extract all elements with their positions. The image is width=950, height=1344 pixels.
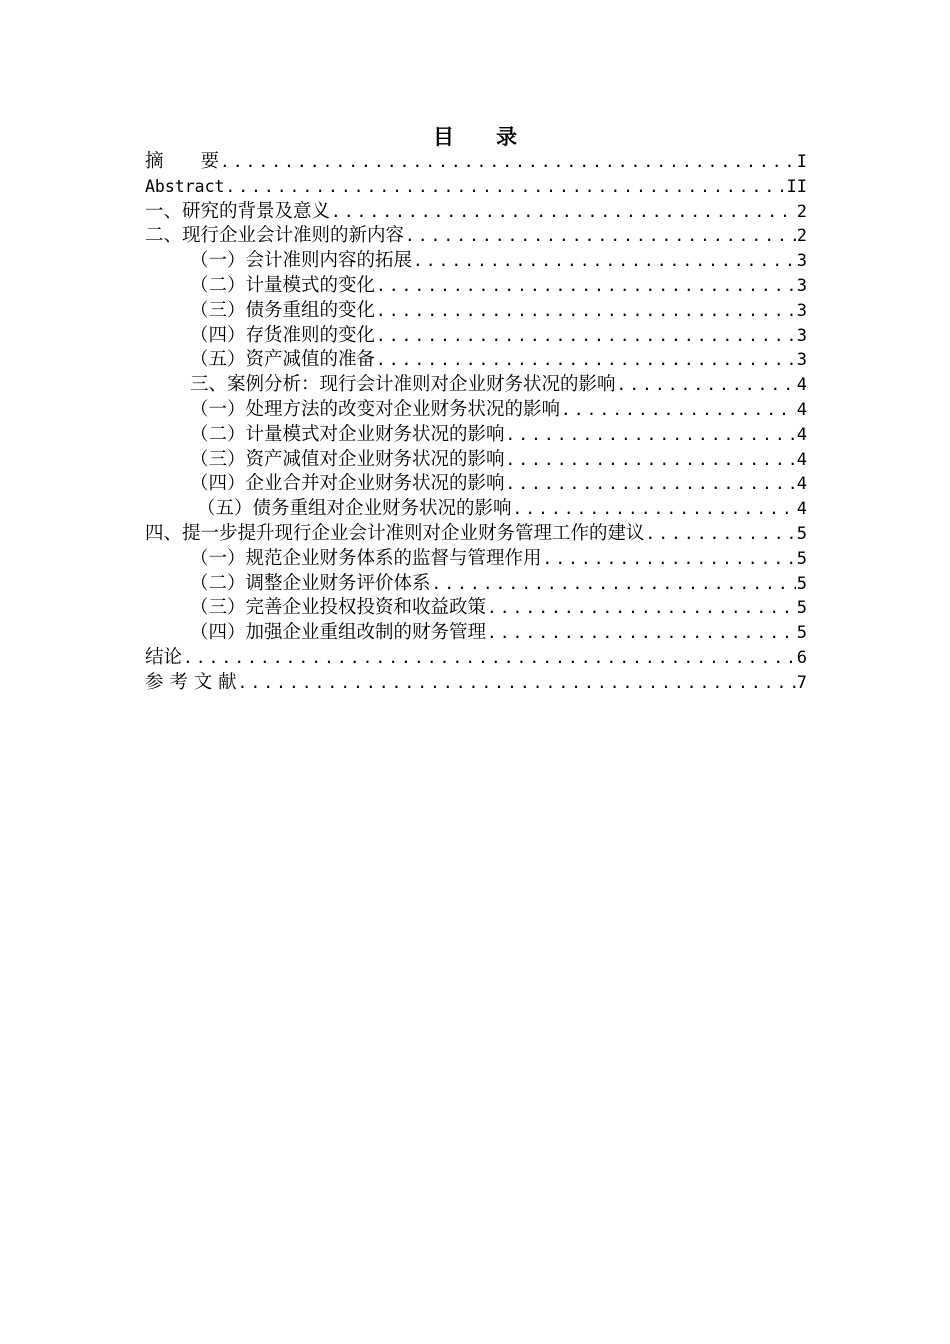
toc-entry-page-number: 3 bbox=[796, 275, 807, 296]
toc-dot-leader bbox=[561, 398, 796, 423]
toc-entry-label: （二）调整企业财务评价体系 bbox=[190, 572, 431, 594]
toc-dot-leader bbox=[376, 299, 796, 324]
toc-entry-page-number: 5 bbox=[796, 573, 807, 594]
toc-entry-label: 参 考 文 献 bbox=[145, 671, 237, 693]
toc-entry[interactable] bbox=[145, 472, 807, 497]
toc-entry-label: 结论 bbox=[145, 646, 183, 668]
toc-entry-label: 摘 要 bbox=[145, 151, 220, 172]
toc-entry-page-number: 4 bbox=[796, 375, 807, 396]
toc-entry-page-number: 6 bbox=[796, 647, 807, 668]
toc-entry[interactable] bbox=[145, 671, 807, 696]
toc-entry-label: （五）债务重组对企业财务状况的影响 bbox=[197, 498, 512, 520]
toc-entry[interactable] bbox=[145, 621, 807, 646]
toc-entry-page-number: 4 bbox=[796, 424, 807, 445]
toc-entry-page-number: 3 bbox=[796, 350, 807, 371]
toc-entry-label: 三、案例分析：现行会计准则对企业财务状况的影响 bbox=[190, 374, 616, 396]
toc-dot-leader bbox=[487, 621, 796, 646]
toc-dot-leader bbox=[225, 175, 785, 200]
toc-entry-label: 一、研究的背景及意义 bbox=[145, 200, 331, 222]
toc-entry-page-number: 2 bbox=[796, 201, 807, 222]
toc-entry-page-number: 5 bbox=[796, 623, 807, 644]
toc-dot-leader bbox=[506, 423, 796, 448]
toc-dot-leader bbox=[238, 671, 796, 696]
toc-dot-leader bbox=[513, 497, 796, 522]
toc-entry-label: （一）规范企业财务体系的监督与管理作用 bbox=[190, 547, 542, 569]
toc-entry-label: （三）资产减值对企业财务状况的影响 bbox=[190, 448, 505, 470]
toc-dot-leader bbox=[376, 324, 796, 349]
toc-entry-page-number: 7 bbox=[796, 672, 807, 693]
toc-entry-page-number: 3 bbox=[796, 300, 807, 321]
toc-entry-label: （三）完善企业投权投资和收益政策 bbox=[190, 597, 487, 619]
toc-entry-page-number: 4 bbox=[796, 449, 807, 470]
toc-entry-page-number: 4 bbox=[796, 399, 807, 420]
toc-entry-page-number: I bbox=[796, 152, 807, 172]
toc-entry-label: （四）加强企业重组改制的财务管理 bbox=[190, 622, 487, 644]
toc-entry-label: （三）债务重组的变化 bbox=[190, 299, 376, 321]
toc-entry-page-number: 5 bbox=[796, 523, 807, 544]
toc-entry[interactable] bbox=[145, 324, 807, 349]
toc-entry[interactable] bbox=[145, 423, 807, 448]
toc-dot-leader bbox=[646, 522, 796, 547]
toc-entry[interactable] bbox=[145, 547, 807, 572]
toc-list bbox=[145, 150, 807, 696]
toc-entry-label: （二）计量模式对企业财务状况的影响 bbox=[190, 423, 505, 445]
toc-entry[interactable] bbox=[145, 348, 807, 373]
toc-entry[interactable] bbox=[145, 224, 807, 249]
toc-entry[interactable] bbox=[145, 596, 807, 621]
toc-entry-label: 四、提一步提升现行企业会计准则对企业财务管理工作的建议 bbox=[145, 522, 645, 544]
toc-entry-page-number: 3 bbox=[796, 251, 807, 272]
toc-entry[interactable] bbox=[145, 373, 807, 398]
toc-entry-page-number: 4 bbox=[796, 499, 807, 520]
toc-entry[interactable] bbox=[145, 150, 807, 175]
toc-entry[interactable] bbox=[145, 200, 807, 225]
toc-dot-leader bbox=[220, 150, 796, 175]
toc-entry-page-number: 3 bbox=[796, 325, 807, 346]
toc-entry-page-number: 5 bbox=[796, 598, 807, 619]
toc-entry[interactable] bbox=[145, 448, 807, 473]
toc-entry-label: （二）计量模式的变化 bbox=[190, 274, 376, 296]
toc-dot-leader bbox=[376, 348, 796, 373]
toc-entry[interactable] bbox=[145, 398, 807, 423]
toc-entry-page-number: 4 bbox=[796, 474, 807, 495]
toc-dot-leader bbox=[432, 572, 796, 597]
toc-entry-page-number: 2 bbox=[796, 226, 807, 247]
toc-dot-leader bbox=[506, 472, 796, 497]
toc-entry[interactable] bbox=[145, 175, 807, 200]
toc-dot-leader bbox=[413, 249, 796, 274]
toc-entry-label: （五）资产减值的准备 bbox=[190, 349, 376, 371]
toc-entry[interactable] bbox=[145, 299, 807, 324]
toc-dot-leader bbox=[376, 274, 796, 299]
toc-dot-leader bbox=[617, 373, 796, 398]
toc-entry-label: （一）处理方法的改变对企业财务状况的影响 bbox=[190, 398, 561, 420]
toc-entry-label: （一）会计准则内容的拓展 bbox=[190, 250, 413, 272]
toc-dot-leader bbox=[183, 646, 796, 671]
toc-entry[interactable] bbox=[145, 274, 807, 299]
toc-entry[interactable] bbox=[145, 646, 807, 671]
toc-entry-label: Abstract bbox=[145, 176, 225, 196]
toc-entry-page-number: 5 bbox=[796, 548, 807, 569]
toc-entry[interactable] bbox=[145, 249, 807, 274]
toc-entry-label: （四）存货准则的变化 bbox=[190, 324, 376, 346]
toc-dot-leader bbox=[543, 547, 796, 572]
toc-entry[interactable] bbox=[145, 497, 807, 522]
toc-entry[interactable] bbox=[145, 522, 807, 547]
toc-title: 目 录 bbox=[433, 124, 517, 149]
toc-dot-leader bbox=[405, 224, 796, 249]
toc-dot-leader bbox=[487, 596, 796, 621]
toc-dot-leader bbox=[331, 200, 796, 225]
toc-entry-label: 二、现行企业会计准则的新内容 bbox=[145, 225, 405, 247]
toc-entry-label: （四）企业合并对企业财务状况的影响 bbox=[190, 473, 505, 495]
toc-entry[interactable] bbox=[145, 572, 807, 597]
toc-entry-page-number: II bbox=[786, 176, 807, 197]
toc-dot-leader bbox=[506, 448, 796, 473]
